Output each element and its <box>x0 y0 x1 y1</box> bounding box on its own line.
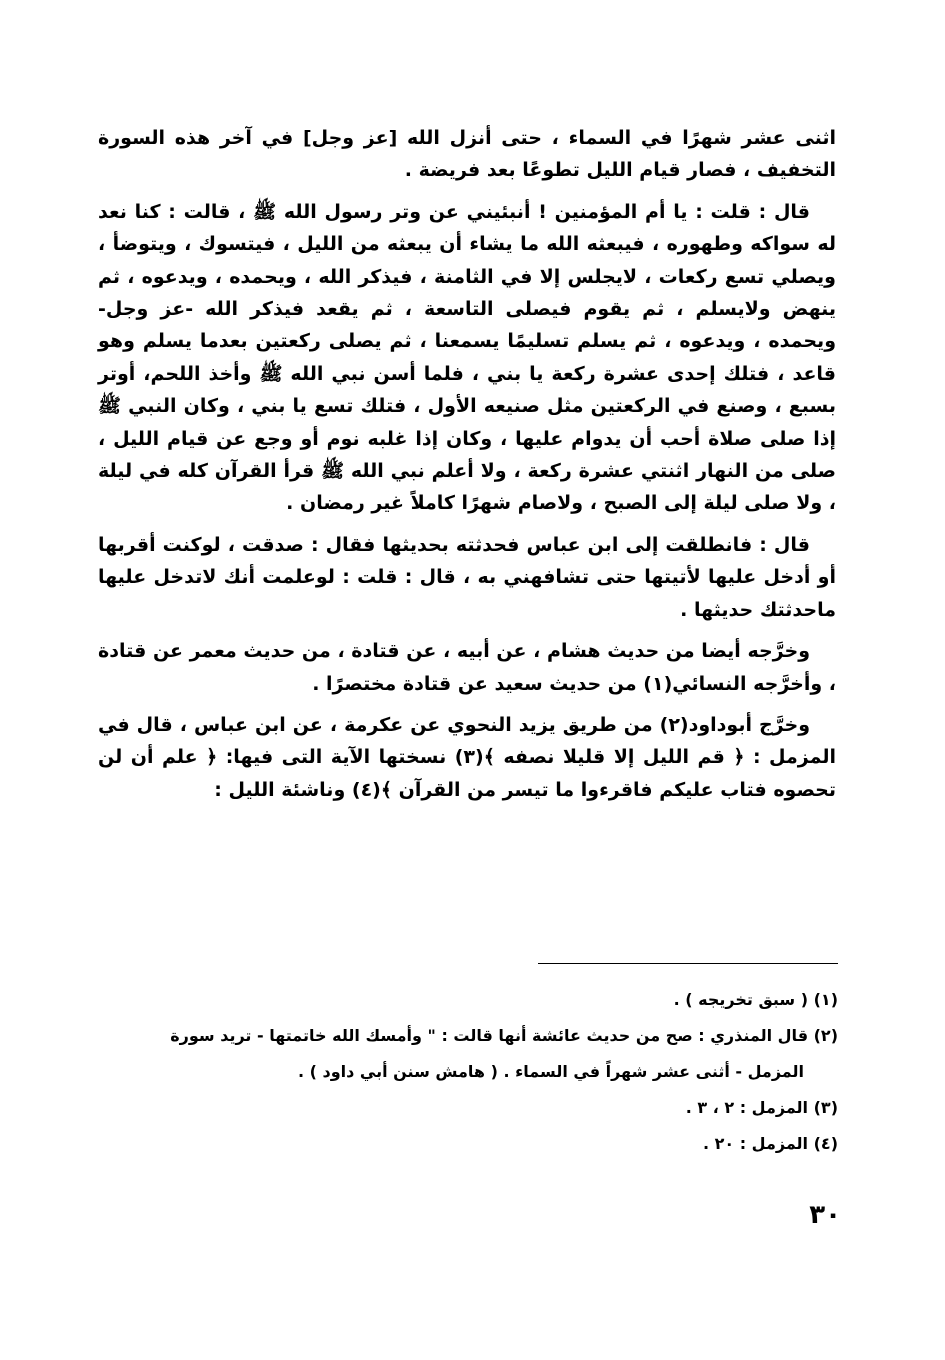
paragraph-1: اثنى عشر شهرًا في السماء ، حتى أنزل الله [عز وجل] في آخر هذه السورة التخفيف ، فصار قيام الليل تطوعًا بعد فريضة . <box>98 127 836 182</box>
footnote-4: (٤) المزمل : ٢٠ . <box>702 1134 838 1153</box>
main-text <box>98 122 836 815</box>
paragraph-3: قال : فانطلقت إلى ابن عباس فحدثته بحديثها فقال : صدقت ، لوكنت أقربها أو أدخل عليها لأتيتها حتى تشافهني به ، قال : قلت : لوعلمت أنك لاتدخل عليها ماحدثتك حديثها . <box>98 533 836 621</box>
footnote-1: (١) ( سبق تخريجه ) . <box>673 990 838 1009</box>
paragraph-5-part-b: (٣) نسختها الآية التى فيها: <box>217 746 484 769</box>
paragraph-5-part-a: وخرَّج أبوداود(٢) من طريق يزيد النحوي عن عكرمة ، عن ابن عباس ، قال في المزمل : <box>98 713 836 769</box>
quran-quote-1: ﴿ قم الليل إلا قليلا نصفه ﴾ <box>483 746 745 769</box>
footnotes <box>98 982 838 1162</box>
quran-quote-2: ﴿ علم أن لن تحصوه فتاب عليكم فاقرءوا ما تيسر من القرآن ﴾ <box>98 746 836 801</box>
footnote-3: (٣) المزمل : ٢ ، ٣ . <box>685 1098 838 1117</box>
paragraph-2: قال : قلت : يا أم المؤمنين ! أنبئيني عن وتر رسول الله ﷺ ، قالت : كنا نعد له سواكه وطهوره ، فيبعثه الله ما يشاء أن يبعثه من الليل ، فيتسوك ، ويتوضأ ، ويصلي تسع ركعات ، لايجلس إلا في الثامنة ، فيذكر الله ، ويحمده ، ويدعوه ، ثم ينهض ولايسلم ، ثم يقوم فيصلى التاسعة ، ثم يقعد فيذكر الله -عز وجل- ويحمده ، ويدعوه ، ثم يسلم تسليمًا يسمعنا ، ثم يصلى ركعتين بعدما يسلم وهو قاعد ، فتلك إحدى عشرة ركعة يا بني ، فلما أسن نبي الله ﷺ وأخذ اللحم، أوتر بسبع ، وصنع في الركعتين مثل صنيعه الأول ، فتلك تسع يا بني ، وكان النبي ﷺ إذا صلى صلاة أحب أن يدوام عليها ، وكان إذا غلبه نوم أو وجع عن قيام الليل ، صلى من النهار اثنتي عشرة ركعة ، ولا أعلم نبي الله ﷺ قرأ القرآن كله في ليلة ، ولا صلى ليلة إلى الصبح ، ولاصام شهرًا كاملاً غير رمضان . <box>98 200 836 515</box>
paragraph-5 <box>98 709 836 806</box>
page-number: ٣٠ <box>809 1200 841 1230</box>
footnote-2: (٢) قال المنذري : صح من حديث عائشة أنها قالت : " وأمسك الله خاتمتها - تريد سورة <box>170 1026 838 1045</box>
footnote-2-continuation: المزمل - أثنى عشر شهراً في السماء . ( هامش سنن أبي داود ) . <box>297 1062 804 1081</box>
footnote-divider <box>538 963 838 964</box>
paragraph-4: وخرَّجه أيضا من حديث هشام ، عن أبيه ، عن قتادة ، من حديث معمر عن قتادة ، وأخرَّجه النسائي(١) من حديث سعيد عن قتادة مختصرًا . <box>98 640 836 695</box>
paragraph-5-part-c: (٤) وناشئة الليل : <box>214 778 381 801</box>
